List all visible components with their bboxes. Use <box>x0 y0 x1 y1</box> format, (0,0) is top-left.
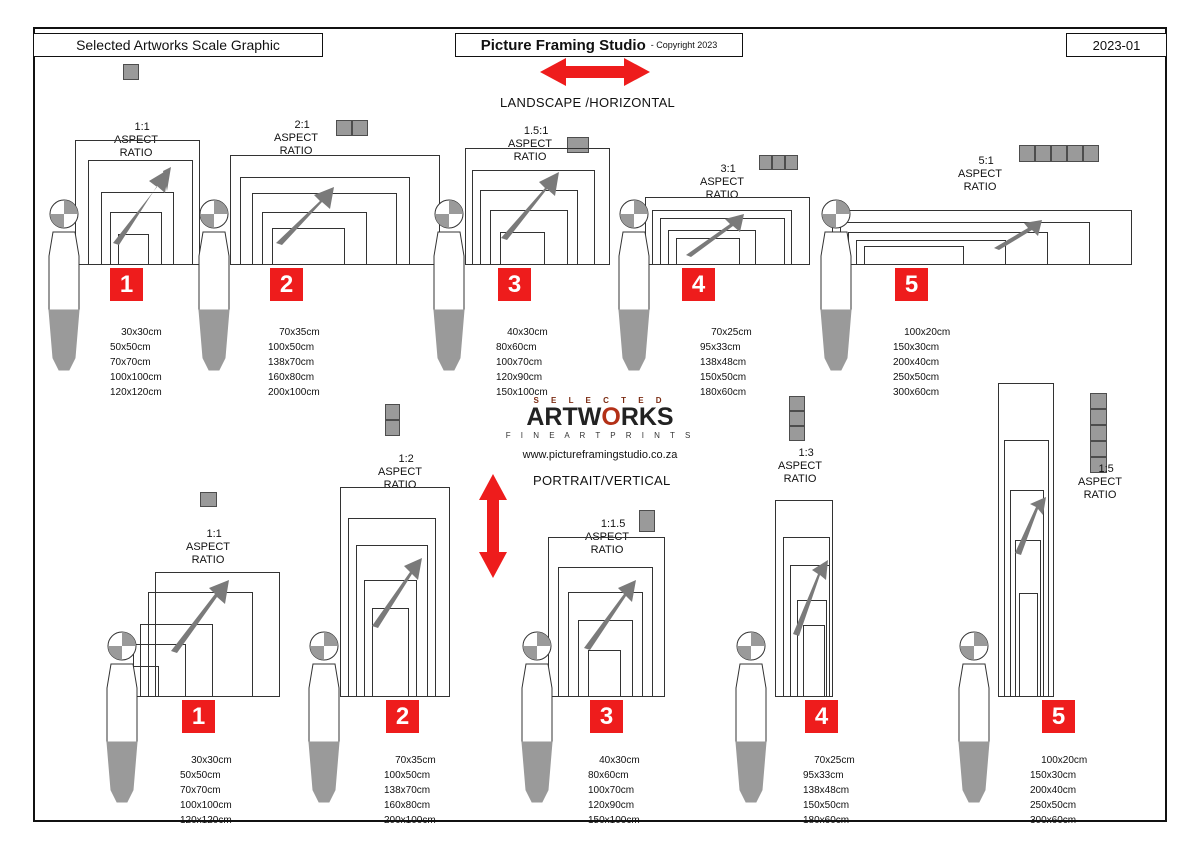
scale-arrow-portrait-1-icon <box>165 578 235 653</box>
ratio-label-portrait-3: 1:1.5 ASPECT RATIO <box>584 518 629 556</box>
portrait-section-title: PORTRAIT/VERTICAL <box>533 473 671 488</box>
ratio-swatch-portrait-2 <box>385 404 400 436</box>
badge-portrait-3: 3 <box>590 700 623 733</box>
badge-landscape-4: 4 <box>682 268 715 301</box>
person-figure-portrait-5 <box>955 630 1011 805</box>
person-figure-portrait-2 <box>305 630 361 805</box>
sizes-portrait-2: 70x35cm 100x50cm 138x70cm 160x80cm 200x100cm <box>384 755 436 826</box>
logo-line-artworks: ARTWORKS <box>526 403 674 431</box>
ratio-label-portrait-5: 1:5 ASPECT RATIO <box>1077 463 1122 501</box>
ratio-swatch-portrait-1 <box>200 492 217 507</box>
person-figure-landscape-3 <box>430 198 486 373</box>
ratio-swatch-landscape-5 <box>1019 145 1099 162</box>
ratio-label-portrait-2: 1:2 ASPECT RATIO <box>377 453 422 491</box>
landscape-section-title: LANDSCAPE /HORIZONTAL <box>500 95 676 110</box>
scale-arrow-portrait-2-icon <box>366 556 426 628</box>
badge-portrait-2: 2 <box>386 700 419 733</box>
badge-portrait-1: 1 <box>182 700 215 733</box>
ratio-label-landscape-3: 1.5:1 ASPECT RATIO <box>507 125 552 163</box>
sizes-landscape-1: 30x30cm 50x50cm 70x70cm 100x100cm 120x120cm <box>110 327 162 398</box>
ratio-label-portrait-1: 1:1 ASPECT RATIO <box>185 528 230 566</box>
person-figure-portrait-4 <box>732 630 788 805</box>
ratio-label-portrait-4: 1:3 ASPECT RATIO <box>777 447 822 485</box>
badge-landscape-5: 5 <box>895 268 928 301</box>
frame-landscape-5-1 <box>864 246 964 265</box>
landscape-red-arrow-icon <box>540 56 650 88</box>
badge-portrait-4: 4 <box>805 700 838 733</box>
badge-landscape-2: 2 <box>270 268 303 301</box>
ratio-swatch-landscape-4 <box>759 155 798 170</box>
badge-landscape-3: 3 <box>498 268 531 301</box>
header-center-title-box <box>455 33 743 57</box>
header-right-code-box <box>1066 33 1167 57</box>
scale-arrow-landscape-5-icon <box>990 218 1045 250</box>
sizes-landscape-2: 70x35cm 100x50cm 138x70cm 160x80cm 200x100cm <box>268 327 320 398</box>
sizes-landscape-3: 40x30cm 80x60cm 100x70cm 120x90cm 150x100cm <box>496 327 548 398</box>
ratio-swatch-landscape-2 <box>336 120 368 136</box>
ratio-label-landscape-4: 3:1 ASPECT RATIO <box>699 163 744 201</box>
logo-line-fineartprints: F I N E A R T P R I N T S <box>505 431 695 440</box>
sizes-landscape-4: 70x25cm 95x33cm 138x48cm 150x50cm 180x60cm <box>700 327 752 398</box>
badge-landscape-1: 1 <box>110 268 143 301</box>
sizes-portrait-5: 100x20cm 150x30cm 200x40cm 250x50cm 300x60cm <box>1030 755 1088 826</box>
document-code: 2023-01 <box>1092 37 1141 53</box>
scale-arrow-landscape-3-icon <box>495 170 565 240</box>
logo-line-selected: S E L E C T E D <box>533 396 667 405</box>
ratio-label-landscape-1: 1:1 ASPECT RATIO <box>113 121 158 159</box>
website-url: www.pictureframingstudio.co.za <box>522 449 678 461</box>
header-left-title: Selected Artworks Scale Graphic <box>76 37 280 53</box>
frame-portrait-5-1 <box>1019 593 1038 697</box>
sizes-portrait-4: 70x25cm 95x33cm 138x48cm 150x50cm 180x60cm <box>803 755 855 826</box>
badge-portrait-5: 5 <box>1042 700 1075 733</box>
person-figure-portrait-1 <box>103 630 159 805</box>
sizes-portrait-3: 40x30cm 80x60cm 100x70cm 120x90cm 150x100cm <box>588 755 640 826</box>
person-figure-landscape-1 <box>45 198 101 373</box>
header-left-title-box <box>33 33 323 57</box>
studio-name: Picture Framing Studio <box>480 36 646 54</box>
frame-portrait-3-1 <box>588 650 621 697</box>
person-figure-landscape-4 <box>615 198 671 373</box>
scale-arrow-landscape-1-icon <box>105 165 175 245</box>
scale-arrow-portrait-5-icon <box>1010 495 1050 555</box>
sizes-landscape-5: 100x20cm 150x30cm 200x40cm 250x50cm 300x60cm <box>893 327 951 398</box>
ratio-label-landscape-5: 5:1 ASPECT RATIO <box>957 155 1002 193</box>
copyright-text: - Copyright 2023 <box>650 40 718 50</box>
ratio-swatch-landscape-1 <box>123 64 139 80</box>
ratio-label-landscape-2: 2:1 ASPECT RATIO <box>273 119 318 157</box>
sizes-portrait-1: 30x30cm 50x50cm 70x70cm 100x100cm 120x120cm <box>180 755 232 826</box>
person-figure-portrait-3 <box>518 630 574 805</box>
scale-arrow-landscape-2-icon <box>270 185 340 245</box>
person-figure-landscape-5 <box>817 198 873 373</box>
scale-arrow-landscape-4-icon <box>680 212 750 257</box>
scale-arrow-portrait-4-icon <box>788 558 832 636</box>
portrait-red-arrow-icon <box>477 474 509 578</box>
scale-arrow-portrait-3-icon <box>578 578 640 650</box>
person-figure-landscape-2 <box>195 198 251 373</box>
